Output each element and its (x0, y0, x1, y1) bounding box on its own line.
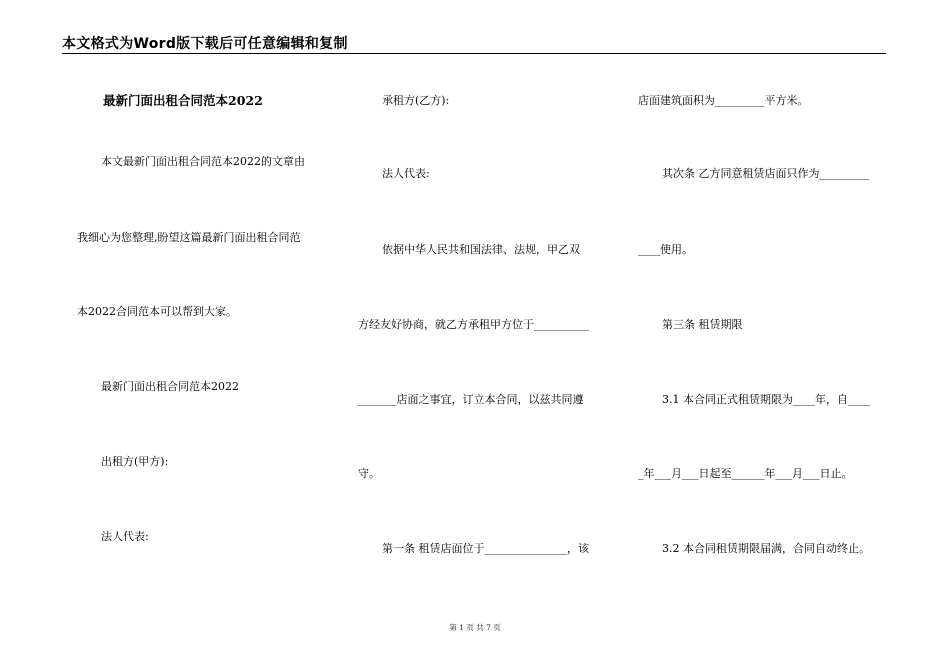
paragraph-line: 本2022合同范本可以帮到大家。 (77, 305, 237, 318)
document-title: 最新门面出租合同范本2022 (103, 93, 263, 108)
document-header-title: 本文格式为Word版下载后可任意编辑和复制 (62, 36, 348, 52)
text-column-2 (358, 0, 608, 672)
paragraph-line: 法人代表: (101, 530, 149, 543)
paragraph-line: 守。 (358, 467, 380, 480)
paragraph-line: 法人代表: (382, 167, 430, 180)
paragraph-line: 方经友好协商，就乙方承租甲方位于__________ (358, 318, 589, 331)
paragraph-line: 最新门面出租合同范本2022 (101, 380, 239, 393)
paragraph-line: 第一条 租赁店面位于_______________，该 (382, 542, 589, 555)
paragraph-line: ____使用。 (638, 243, 693, 256)
paragraph-line: 第三条 租赁期限 (662, 318, 743, 331)
text-column-1 (77, 0, 327, 672)
paragraph-line: 出租方(甲方): (101, 455, 169, 468)
paragraph-line: 本文最新门面出租合同范本2022的文章由 (101, 155, 305, 168)
paragraph-line: 承租方(乙方): (382, 94, 450, 107)
page-number: 第 1 页 共 7 页 (449, 623, 501, 632)
paragraph-line: _______店面之事宜，订立本合同，以兹共同遵 (358, 393, 584, 406)
paragraph-line: 3.1 本合同正式租赁期限为____年，自____ (662, 393, 870, 406)
paragraph-line: 其次条 乙方同意租赁店面只作为_________ (662, 167, 869, 180)
paragraph-line: 依据中华人民共和国法律、法规，甲乙双 (382, 243, 580, 256)
paragraph-line: 店面建筑面积为_________平方米。 (638, 94, 809, 107)
paragraph-line: 我细心为您整理,盼望这篇最新门面出租合同范 (77, 231, 301, 244)
paragraph-line: _年___月___日起至______年___月___日止。 (638, 467, 853, 480)
paragraph-line: 3.2 本合同租赁期限届满，合同自动终止。 (662, 542, 870, 555)
text-column-3 (638, 0, 888, 672)
